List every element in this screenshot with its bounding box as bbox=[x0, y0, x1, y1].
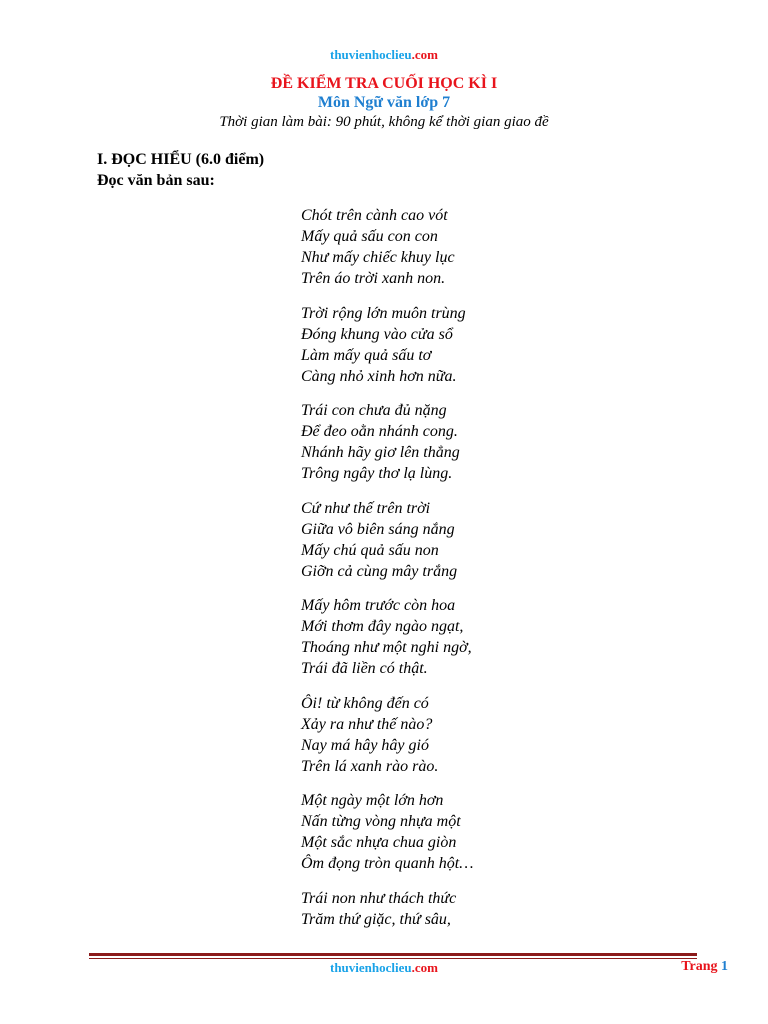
poem-line: Ôi! từ không đến có bbox=[301, 694, 429, 712]
poem-line: Làm mấy quả sấu tơ bbox=[301, 346, 432, 364]
poem-stanza bbox=[301, 693, 473, 777]
site-name: thuvienhoclieu bbox=[330, 47, 412, 62]
poem-line: Nấn từng vòng nhựa một bbox=[301, 813, 461, 830]
poem-line: Trái con chưa đủ nặng bbox=[301, 402, 447, 419]
poem-line: Trái đã liền có thật. bbox=[301, 660, 428, 677]
poem-stanza bbox=[301, 790, 473, 874]
footer-site-name: thuvienhoclieu bbox=[330, 960, 412, 975]
page-word: Trang bbox=[681, 959, 718, 974]
site-domain: .com bbox=[411, 47, 438, 62]
poem-line: Như mấy chiếc khuy lục bbox=[301, 249, 455, 266]
poem-line: Trông ngây thơ lạ lùng. bbox=[301, 465, 453, 482]
poem-line: Giữa vô biên sáng nắng bbox=[301, 520, 455, 538]
poem-line: Đóng khung vào cửa sổ bbox=[301, 325, 453, 343]
poem-line: Cứ như thế trên trời bbox=[301, 499, 431, 517]
poem-stanza bbox=[301, 595, 473, 679]
section-heading: I. ĐỌC HIỂU (6.0 điểm) bbox=[97, 151, 265, 168]
poem-line: Trên lá xanh rào rào. bbox=[301, 757, 439, 775]
exam-time-note: Thời gian làm bài: 90 phút, không kể thời gian giao đề bbox=[219, 114, 549, 130]
poem-stanza bbox=[301, 303, 473, 387]
poem-line: Trái non như thách thức bbox=[301, 889, 457, 907]
poem-line: Một sắc nhựa chua giòn bbox=[301, 834, 457, 851]
exam-title: ĐỀ KIỂM TRA CUỐI HỌC KÌ I bbox=[270, 75, 498, 92]
poem-line: Nhánh hãy giơ lên thẳng bbox=[301, 444, 460, 461]
poem-line: Trên áo trời xanh non. bbox=[301, 270, 446, 287]
poem-stanza bbox=[301, 400, 473, 484]
poem-line: Để đeo oằn nhánh cong. bbox=[301, 423, 458, 440]
poem-line: Trời rộng lớn muôn trùng bbox=[301, 304, 466, 322]
poem-line: Xảy ra như thế nào? bbox=[301, 715, 433, 733]
poem-line: Mới thơm đây ngào ngạt, bbox=[301, 618, 464, 635]
site-footer bbox=[0, 960, 768, 976]
poem-stanza bbox=[301, 498, 473, 582]
poem-line: Giỡn cả cùng mây trắng bbox=[301, 562, 458, 580]
poem-line: Nay má hây hây gió bbox=[301, 736, 429, 754]
poem-line: Mấy hôm trước còn hoa bbox=[301, 597, 456, 614]
poem bbox=[301, 205, 473, 943]
footer-divider-thin bbox=[89, 958, 697, 959]
footer-site-domain: .com bbox=[411, 960, 438, 975]
exam-subject: Môn Ngữ văn lớp 7 bbox=[317, 94, 451, 111]
poem-line: Càng nhỏ xinh hơn nữa. bbox=[301, 367, 457, 385]
poem-line: Chót trên cành cao vót bbox=[301, 207, 448, 224]
footer-divider bbox=[89, 953, 697, 956]
poem-stanza bbox=[301, 205, 473, 289]
section-instruction: Đọc văn bản sau: bbox=[97, 172, 215, 189]
poem-line: Ôm đọng tròn quanh hột… bbox=[301, 855, 474, 872]
poem-stanza bbox=[301, 888, 473, 930]
poem-line: Mấy quả sấu con con bbox=[301, 228, 438, 245]
poem-line: Một ngày một lớn hơn bbox=[301, 792, 444, 809]
poem-line: Trăm thứ giặc, thứ sâu, bbox=[301, 910, 451, 928]
page-number bbox=[681, 959, 728, 975]
page-num: 1 bbox=[721, 959, 728, 974]
site-header bbox=[0, 47, 768, 63]
poem-line: Mấy chú quả sấu non bbox=[301, 541, 439, 559]
poem-line: Thoáng như một nghi ngờ, bbox=[301, 639, 472, 656]
